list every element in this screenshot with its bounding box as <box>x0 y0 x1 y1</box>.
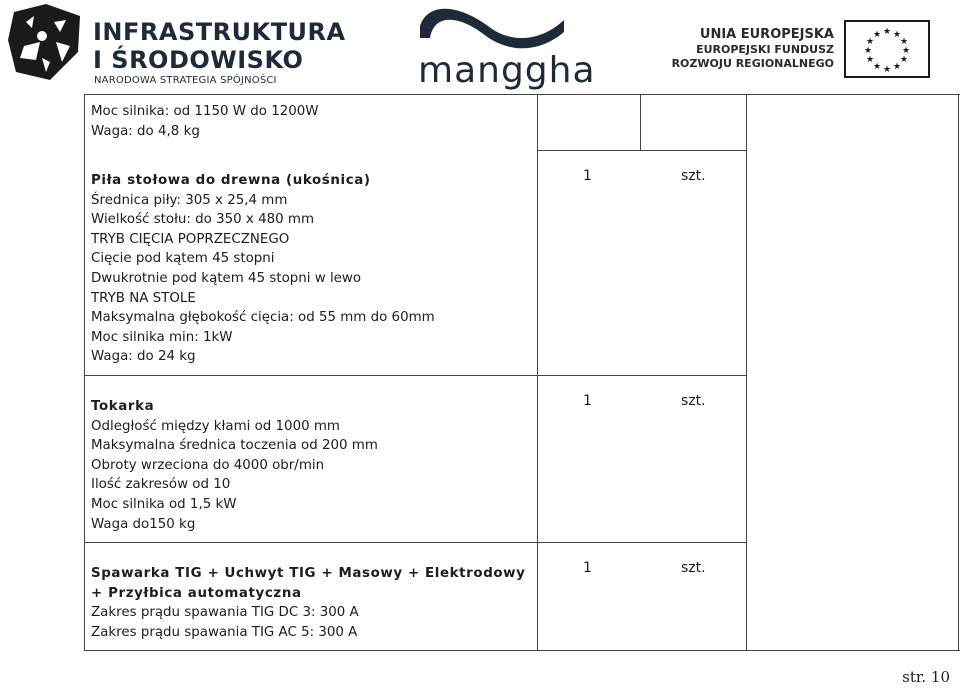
row-1-line: TRYB CIĘCIA POPRZECZNEGO <box>91 231 290 247</box>
infrastruktura-emblem-icon <box>6 2 86 84</box>
table-border-top <box>84 94 960 95</box>
column-divider-qty <box>537 94 538 651</box>
row-0-description <box>91 102 319 141</box>
row-1-line: TRYB NA STOLE <box>91 290 196 306</box>
svg-text:★: ★ <box>865 37 875 47</box>
svg-text:★: ★ <box>892 30 902 40</box>
svg-text:★: ★ <box>899 37 909 47</box>
row-2-line: Maksymalna średnica toczenia od 200 mm <box>91 438 378 454</box>
svg-text:★: ★ <box>872 62 882 72</box>
row-2-line: Odległość między kłami od 1000 mm <box>91 418 340 434</box>
row-2-line: Moc silnika od 1,5 kW <box>91 496 237 512</box>
row-2-qty: 1 <box>583 393 592 409</box>
row-1-line: Średnica piły: 305 x 25,4 mm <box>91 192 288 208</box>
row-2-line: Ilość zakresów od 10 <box>91 477 231 493</box>
svg-text:★: ★ <box>892 62 902 72</box>
row-1-line: Maksymalna głębokość cięcia: od 55 mm do 60mm <box>91 310 435 326</box>
svg-text:★: ★ <box>899 55 909 65</box>
row-3-unit: szt. <box>681 560 706 576</box>
svg-text:★: ★ <box>882 65 892 75</box>
row-3-qty: 1 <box>583 560 592 576</box>
column-divider-extra <box>746 94 747 651</box>
svg-text:★: ★ <box>882 27 892 37</box>
table-border-left <box>84 94 85 651</box>
row-1-qty: 1 <box>583 168 592 184</box>
row-3-description <box>91 564 525 642</box>
manggha-logo-icon <box>418 4 568 54</box>
row-0-line: Waga: do 4,8 kg <box>91 123 200 139</box>
row-3-title-cont: + Przyłbica automatyczna <box>91 585 302 601</box>
row-1-description <box>91 171 435 367</box>
row-3-title: Spawarka TIG + Uchwyt TIG + Masowy + Elektrodowy <box>91 566 526 581</box>
eu-line2: EUROPEJSKI FUNDUSZ <box>696 43 834 56</box>
eu-flag-icon <box>844 20 930 78</box>
row-2-line: Obroty wrzeciona do 4000 obr/min <box>91 457 325 473</box>
infra-subtitle: NARODOWA STRATEGIA SPÓJNOŚCI <box>94 75 277 86</box>
row-2-description <box>91 397 378 534</box>
manggha-name: manggha <box>418 50 596 91</box>
eu-line3: ROZWOJU REGIONALNEGO <box>671 57 834 70</box>
row-1-line: Moc silnika min: 1kW <box>91 329 233 345</box>
row-1-unit: szt. <box>681 168 706 184</box>
infra-title-line2: I ŚRODOWISKO <box>93 46 304 74</box>
row-1-title: Piła stołowa do drewna (ukośnica) <box>91 173 371 188</box>
column-divider-unit-top <box>640 94 641 150</box>
svg-text:★: ★ <box>863 46 873 56</box>
row-2-unit: szt. <box>681 393 706 409</box>
row-1-line: Dwukrotnie pod kątem 45 stopni w lewo <box>91 270 362 286</box>
row-0-line: Moc silnika: od 1150 W do 1200W <box>91 104 319 119</box>
row-2-title: Tokarka <box>91 399 155 414</box>
row-divider-2 <box>84 542 747 543</box>
svg-text:★: ★ <box>901 46 911 56</box>
row-3-line: Zakres prądu spawania TIG DC 3: 300 A <box>91 605 359 621</box>
row-3-line: Zakres prądu spawania TIG AC 5: 300 A <box>91 624 358 640</box>
row-1-line: Waga: do 24 kg <box>91 349 196 365</box>
infra-title-line1: INFRASTRUKTURA <box>93 18 346 46</box>
row-divider-1 <box>84 375 747 376</box>
page-number: str. 10 <box>902 668 950 686</box>
eu-line1: UNIA EUROPEJSKA <box>699 27 834 42</box>
row-divider-top-small <box>537 150 747 151</box>
row-1-line: Wielkość stołu: do 350 x 480 mm <box>91 212 315 228</box>
table-border-bottom <box>84 650 960 651</box>
table-border-right <box>958 94 959 651</box>
svg-text:★: ★ <box>872 30 882 40</box>
page-header <box>0 0 960 94</box>
row-2-line: Waga do150 kg <box>91 516 196 532</box>
row-1-line: Cięcie pod kątem 45 stopni <box>91 251 275 267</box>
svg-text:★: ★ <box>865 55 875 65</box>
